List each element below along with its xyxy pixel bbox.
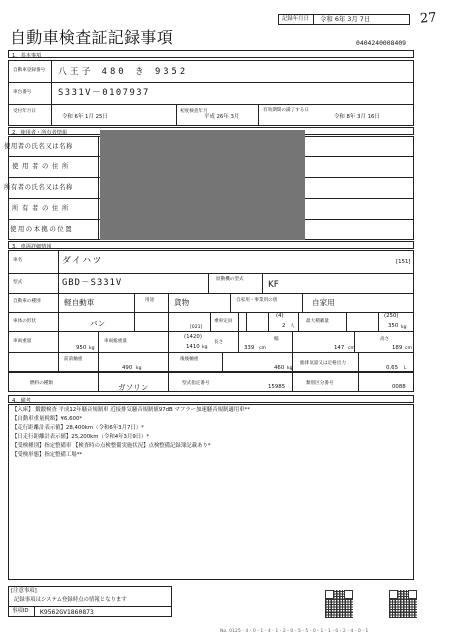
expiry-value: 令和 8年 3月 16日 [334, 114, 380, 120]
handwritten-number: 27 [419, 10, 438, 27]
section4-heading: 4．備考 [8, 395, 414, 403]
load-paren: (250) [384, 313, 399, 319]
maker-label: 車名 [13, 258, 23, 263]
height-unit: cm [405, 346, 413, 351]
remark-line: 【受検形態】指定整備工場** [12, 452, 83, 458]
section3-heading: 3．車両詳細情報 [8, 241, 414, 249]
fuel-label: 燃料の種類 [30, 381, 53, 386]
item-id-value: K9562GV1860873 [40, 607, 94, 616]
remark-line: 【受検種別】指定整備車 【検査時の点検整備実施状況】点検整備記録簿記載あり* [12, 443, 211, 449]
reg-value: 八王子 480 き 9352 [58, 67, 189, 77]
business-label: 自家用・事業用の別 [236, 298, 278, 303]
base-location-label: 使用の本拠の位置 [10, 225, 74, 233]
load-unit: kg [401, 325, 407, 330]
redaction-block [100, 130, 305, 240]
front-axle-unit: kg [136, 366, 142, 371]
kind-label: 自動車の種別 [13, 299, 41, 304]
section1-heading: 1．基本事項 [8, 50, 414, 58]
item-id-label: 事項ID [12, 608, 29, 614]
expiry-label: 有効期間の満了する日 [263, 108, 309, 113]
load-label: 最大積載量 [306, 319, 329, 324]
remark-line: 【走行距離計表示値】28,400km（令和6年3月7日）* [12, 425, 144, 431]
remark-line: 【自動車重量税額】¥6,600* [12, 416, 83, 422]
engine-label: 原動機の型式 [216, 277, 244, 282]
reg-label: 自動車登録番号 [13, 68, 46, 73]
document-number: 0404240008409 [356, 39, 407, 47]
maker-value: ダイハツ [62, 256, 103, 266]
gross-value: 1410 [186, 344, 200, 350]
user-address-label: 使用者の住所 [12, 162, 72, 170]
chassis-value: S331V－0107937 [58, 88, 150, 98]
class-no-value: 0088 [392, 384, 406, 390]
type-no-label: 型式指定番号 [182, 381, 210, 386]
height-value: 189 [392, 345, 403, 351]
maker-code: [151] [396, 259, 411, 265]
body-label: 車体の形状 [13, 319, 36, 324]
front-axle-value: 490 [122, 365, 133, 371]
capacity-paren: (4) [276, 313, 284, 319]
qr-code [325, 590, 353, 618]
bottom-code-text: No. 0125 - 4 - 0 - 1 - 4 - 1 - 2 - 0 - 5 - 5 - 0 - 1 - 1 - 0 - 2 - 4 - 0 - 1 [220, 629, 369, 634]
height-label: 高さ [380, 337, 390, 342]
document-title: 自動車検査証記録事項 [10, 28, 174, 47]
gross-label: 車両総重量 [104, 339, 127, 344]
length-unit: cm [259, 346, 267, 351]
capacity-unit: 人 [290, 324, 295, 329]
model-value: GBD－S331V [62, 278, 123, 288]
use-label: 用途 [145, 298, 155, 303]
gross-paren: (1420) [184, 334, 202, 340]
weight-label: 車両重量 [13, 339, 32, 344]
rear-axle-unit: kg [287, 366, 293, 371]
displacement-unit: L [404, 366, 407, 371]
rear-axle-label: 後後軸重 [180, 357, 199, 362]
front-axle-label: 前前軸重 [64, 357, 83, 362]
engine-value: KF [268, 280, 279, 290]
user-name-label: 使用者の氏名又は名称 [4, 142, 73, 150]
accept-label: 受付年月日 [13, 109, 36, 114]
record-date-value: 令和 6年 3月 7日 [320, 15, 371, 23]
notes-heading: [注意事項] [11, 588, 37, 594]
owner-address-label: 所有者の住所 [12, 204, 72, 212]
length-value: 339 [244, 345, 255, 351]
class-no-label: 類別区分番号 [306, 381, 334, 386]
displacement-label: 総排気量又は定格出力 [300, 361, 346, 366]
body-code: [021] [190, 325, 203, 330]
notes-text: 記録事項はシステム登録時点の情報となります [14, 597, 127, 603]
first-inspection-label: 初度検査年月 [180, 109, 208, 114]
chassis-label: 車台番号 [13, 90, 32, 95]
kind-value: 軽自動車 [64, 298, 95, 307]
use-value: 貨物 [174, 298, 190, 307]
vehicle-detail-table [8, 250, 414, 372]
capacity-label: 乗車定員 [214, 319, 233, 324]
remark-line: 【入庫】 鍛鍛検査 平成12年騒音規制車 近接排気騒音規制値97dB マフラー加速騒音規制適用車** [12, 407, 250, 413]
gross-unit: kg [202, 345, 208, 350]
fuel-row [8, 372, 414, 392]
load-value: 350 [388, 323, 399, 329]
capacity-value: 2 [282, 323, 286, 329]
remark-line: 【日走行距離計表示値】25,200km（令和4年3月9日）* [12, 434, 150, 440]
weight-unit: kg [89, 346, 95, 351]
qr-code [389, 590, 417, 618]
fuel-value: ガソリン [118, 383, 149, 392]
body-value: バン [90, 319, 106, 328]
length-label: 長さ [214, 340, 224, 345]
model-label: 型式 [13, 280, 23, 285]
section2-heading: 2．使用者・所有者情報 [8, 127, 414, 135]
record-date-label: 記録年月日 [282, 16, 309, 22]
width-label: 幅 [274, 337, 279, 342]
divider [313, 14, 314, 25]
type-no-value: 15985 [268, 384, 286, 390]
width-value: 147 [334, 345, 345, 351]
accept-value: 令和 6年 1月 25日 [62, 114, 108, 120]
width-unit: cm [348, 346, 356, 351]
displacement-value: 0.65 [386, 365, 399, 371]
owner-name-label: 所有者の氏名又は名称 [4, 183, 73, 191]
first-inspection-value: 平成 26年 3月 [204, 114, 240, 120]
rear-axle-value: 460 [274, 365, 285, 371]
weight-value: 950 [76, 345, 87, 351]
business-value: 自家用 [312, 298, 335, 307]
